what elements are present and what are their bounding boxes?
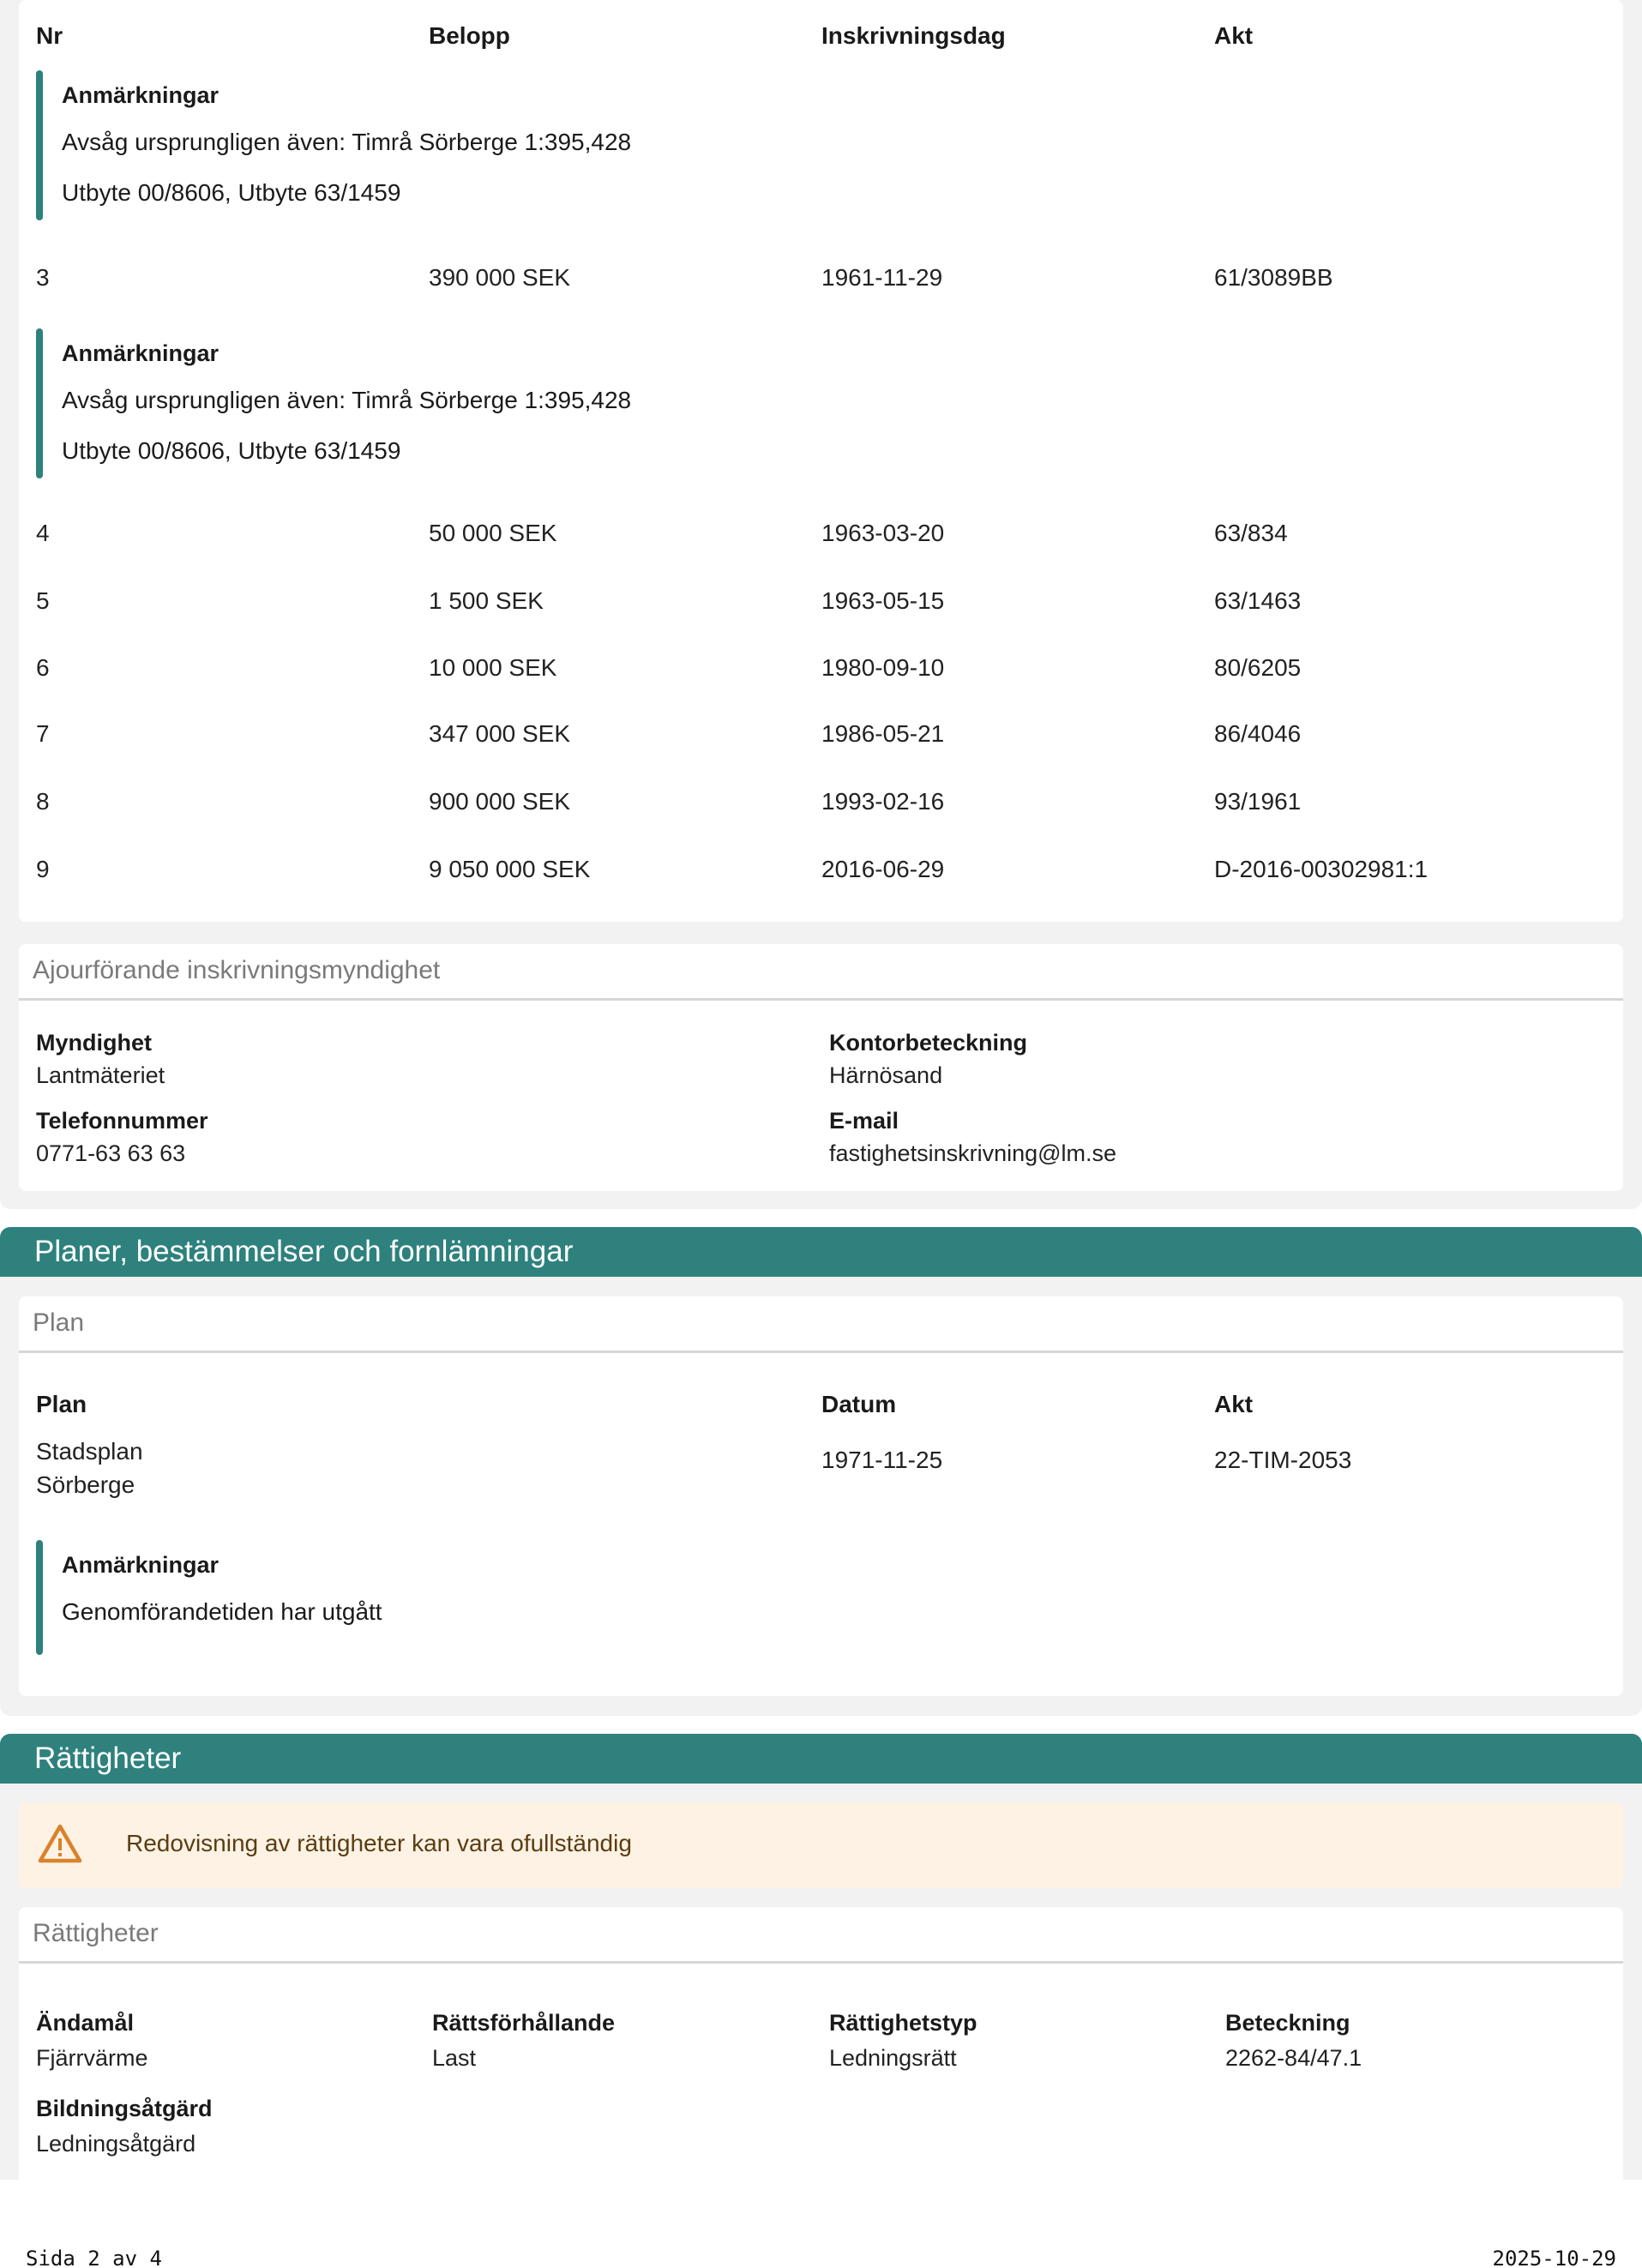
- bildning-value: Ledningsåtgärd: [36, 2131, 196, 2157]
- remark-line: Genomförandetiden har utgått: [62, 1598, 382, 1625]
- plans-section-title: Planer, bestämmelser och fornlämningar: [0, 1227, 1642, 1277]
- authority-card: [19, 944, 1623, 1191]
- warning-text: Redovisning av rättigheter kan vara ofullständig: [126, 1830, 632, 1856]
- header-belopp: Belopp: [429, 22, 510, 49]
- cell-datum: 2016-06-29: [821, 856, 945, 882]
- cell-nr: 4: [36, 520, 50, 546]
- mortgage-table-card: [19, 0, 1623, 922]
- rights-card-title: Rättigheter: [19, 1907, 1623, 1964]
- plan-card: [19, 1296, 1623, 1696]
- cell-akt: D-2016-00302981:1: [1214, 856, 1428, 882]
- cell-belopp: 347 000 SEK: [429, 720, 571, 747]
- kontor-label: Kontorbeteckning: [829, 1030, 1028, 1056]
- cell-nr: 9: [36, 856, 50, 882]
- rattsforhallande-value: Last: [432, 2045, 477, 2071]
- warning-triangle-icon: [38, 1823, 82, 1864]
- remark-line: Utbyte 00/8606, Utbyte 63/1459: [62, 179, 401, 206]
- kontor-value: Härnösand: [829, 1062, 943, 1088]
- cell-belopp: 10 000 SEK: [429, 654, 557, 681]
- plan-type: Stadsplan: [36, 1438, 143, 1465]
- cell-akt: 93/1961: [1214, 788, 1302, 815]
- cell-belopp: 390 000 SEK: [429, 264, 571, 291]
- plan-name: Sörberge: [36, 1471, 135, 1498]
- cell-akt: 86/4046: [1214, 720, 1302, 747]
- bildning-label: Bildningsåtgärd: [36, 2096, 213, 2121]
- plan-datum: 1971-11-25: [821, 1447, 943, 1473]
- rattighetstyp-value: Ledningsrätt: [829, 2045, 957, 2071]
- header-akt: Akt: [1214, 22, 1254, 49]
- cell-datum: 1986-05-21: [821, 720, 945, 747]
- beteckning-label: Beteckning: [1225, 2010, 1350, 2036]
- cell-akt: 61/3089BB: [1214, 264, 1333, 291]
- cell-nr: 6: [36, 654, 50, 681]
- cell-datum: 1963-03-20: [821, 520, 945, 546]
- header-datum: Datum: [821, 1391, 897, 1417]
- plan-akt: 22-TIM-2053: [1214, 1447, 1352, 1473]
- rights-card: [19, 1907, 1623, 2181]
- beteckning-value: 2262-84/47.1: [1225, 2045, 1362, 2071]
- cell-akt: 63/1463: [1214, 587, 1302, 614]
- cell-datum: 1980-09-10: [821, 654, 945, 681]
- remark-block: [36, 328, 632, 478]
- header-akt: Akt: [1214, 1391, 1254, 1417]
- cell-nr: 5: [36, 587, 50, 614]
- header-nr: Nr: [36, 22, 63, 49]
- cell-akt: 80/6205: [1214, 654, 1302, 681]
- remark-block: [36, 1540, 382, 1655]
- cell-belopp: 50 000 SEK: [429, 520, 557, 546]
- remark-title: Anmärkningar: [62, 82, 220, 108]
- remark-title: Anmärkningar: [62, 1552, 220, 1578]
- print-date: 2025-10-29: [1492, 2247, 1616, 2268]
- remark-line: Utbyte 00/8606, Utbyte 63/1459: [62, 437, 401, 464]
- rattighetstyp-label: Rättighetstyp: [829, 2010, 977, 2036]
- header-plan: Plan: [36, 1391, 87, 1417]
- email-label: E-mail: [829, 1108, 899, 1134]
- cell-nr: 7: [36, 720, 50, 747]
- email-value: fastighetsinskrivning@lm.se: [829, 1140, 1117, 1166]
- remark-title: Anmärkningar: [62, 340, 220, 366]
- rights-section-title: Rättigheter: [0, 1734, 1642, 1784]
- cell-datum: 1963-05-15: [821, 587, 945, 614]
- warning-banner: [19, 1802, 1623, 1888]
- cell-belopp: 9 050 000 SEK: [429, 856, 591, 882]
- telefon-value: 0771-63 63 63: [36, 1140, 186, 1166]
- header-inskrivningsdag: Inskrivningsdag: [821, 22, 1006, 49]
- cell-datum: 1993-02-16: [821, 788, 945, 815]
- plan-card-title: Plan: [19, 1296, 1623, 1353]
- telefon-label: Telefonnummer: [36, 1108, 208, 1134]
- remark-block: [36, 70, 632, 220]
- myndighet-value: Lantmäteriet: [36, 1062, 165, 1088]
- myndighet-label: Myndighet: [36, 1030, 152, 1056]
- cell-nr: 3: [36, 264, 50, 291]
- cell-belopp: 1 500 SEK: [429, 587, 544, 614]
- andamal-label: Ändamål: [36, 2010, 135, 2036]
- cell-belopp: 900 000 SEK: [429, 788, 571, 815]
- cell-datum: 1961-11-29: [821, 264, 943, 291]
- rattsforhallande-label: Rättsförhållande: [432, 2010, 616, 2036]
- page-number: Sida 2 av 4: [26, 2247, 162, 2268]
- remark-line: Avsåg ursprungligen även: Timrå Sörberge 1:395,428: [62, 129, 632, 155]
- andamal-value: Fjärrvärme: [36, 2045, 148, 2071]
- remark-line: Avsåg ursprungligen även: Timrå Sörberge 1:395,428: [62, 387, 632, 413]
- cell-nr: 8: [36, 788, 50, 815]
- authority-title: Ajourförande inskrivningsmyndighet: [19, 944, 1623, 1001]
- cell-akt: 63/834: [1214, 520, 1288, 546]
